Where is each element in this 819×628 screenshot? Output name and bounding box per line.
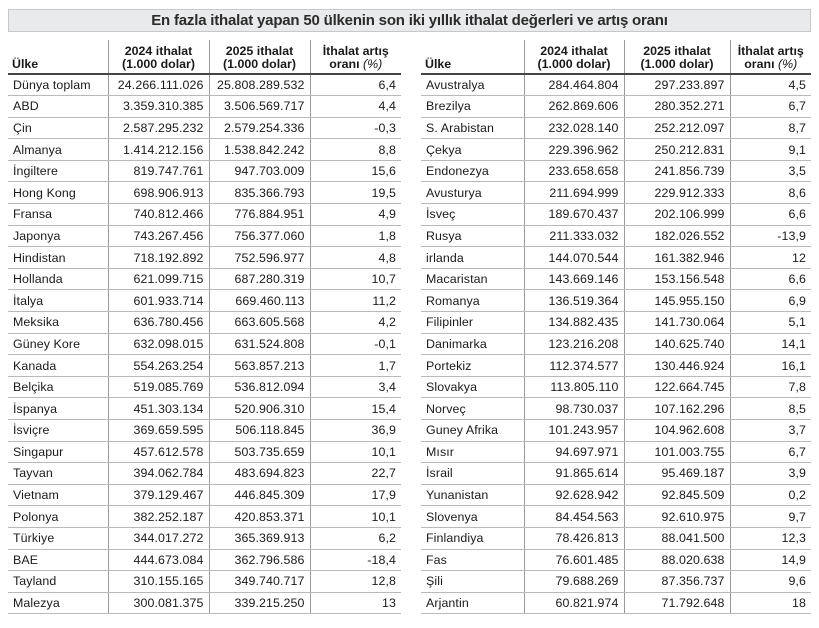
import-2024-cell: 98.730.037: [524, 398, 624, 420]
table-row: [421, 592, 811, 614]
import-2025-cell: 483.694.823: [209, 463, 310, 485]
import-2024-cell: 92.628.942: [524, 484, 624, 506]
table-row: [421, 355, 811, 377]
import-2024-cell: 112.374.577: [524, 355, 624, 377]
header-growth: [730, 40, 811, 74]
import-2024-cell: 819.747.761: [108, 160, 209, 182]
import-2025-cell: 947.703.009: [209, 160, 310, 182]
import-2025-cell: 669.460.113: [209, 290, 310, 312]
country-cell: Tayvan: [8, 463, 108, 485]
import-2024-cell: 284.464.804: [524, 74, 624, 96]
country-cell: Arjantin: [421, 592, 524, 614]
import-2024-cell: 79.688.269: [524, 571, 624, 593]
import-2025-cell: 663.605.568: [209, 312, 310, 334]
import-2025-cell: 140.625.740: [624, 333, 730, 355]
header-2025-line1: 2025 ithalat: [643, 44, 711, 58]
country-cell: Avusturya: [421, 182, 524, 204]
table-row: [421, 247, 811, 269]
import-2024-cell: 211.694.999: [524, 182, 624, 204]
growth-rate-cell: 5,1: [730, 312, 811, 334]
import-2025-cell: 88.020.638: [624, 549, 730, 571]
table-row: [8, 441, 401, 463]
growth-rate-cell: 3,9: [730, 463, 811, 485]
table-row: [8, 247, 401, 269]
header-2024-line1: 2024 ithalat: [540, 44, 608, 58]
header-growth: [310, 40, 401, 74]
header-2024: [108, 40, 209, 74]
header-growth-line1: İthalat artış: [737, 44, 804, 58]
import-2024-cell: 189.670.437: [524, 204, 624, 226]
table-row: [8, 463, 401, 485]
import-2024-cell: 136.519.364: [524, 290, 624, 312]
table-row: [421, 571, 811, 593]
table-row: [421, 268, 811, 290]
import-2024-cell: 601.933.714: [108, 290, 209, 312]
table-row: [421, 204, 811, 226]
country-cell: ABD: [8, 96, 108, 118]
growth-rate-cell: 9,1: [730, 139, 811, 161]
country-cell: Macaristan: [421, 268, 524, 290]
import-table-left: [8, 40, 401, 614]
country-cell: Almanya: [8, 139, 108, 161]
header-growth-line2: oranı: [329, 57, 360, 71]
import-2024-cell: 78.426.813: [524, 527, 624, 549]
country-cell: İsrail: [421, 463, 524, 485]
country-cell: Şili: [421, 571, 524, 593]
country-cell: Hong Kong: [8, 182, 108, 204]
header-2024: [524, 40, 624, 74]
growth-rate-cell: 9,7: [730, 506, 811, 528]
table-row: [8, 312, 401, 334]
growth-rate-cell: 6,7: [730, 441, 811, 463]
growth-rate-cell: 15,6: [310, 160, 401, 182]
table-row: [421, 139, 811, 161]
table-row: [8, 160, 401, 182]
import-2025-cell: 130.446.924: [624, 355, 730, 377]
import-2024-cell: 554.263.254: [108, 355, 209, 377]
growth-rate-cell: 6,2: [310, 527, 401, 549]
import-2025-cell: 446.845.309: [209, 484, 310, 506]
country-cell: Yunanistan: [421, 484, 524, 506]
import-2024-cell: 451.303.134: [108, 398, 209, 420]
import-2025-cell: 88.041.500: [624, 527, 730, 549]
table-row: [421, 74, 811, 96]
growth-rate-cell: 8,7: [730, 117, 811, 139]
import-2025-cell: 1.538.842.242: [209, 139, 310, 161]
table-row: [421, 398, 811, 420]
country-cell: Finlandiya: [421, 527, 524, 549]
growth-rate-cell: 1,8: [310, 225, 401, 247]
country-cell: Tayland: [8, 571, 108, 593]
country-cell: Mısır: [421, 441, 524, 463]
table-row: [8, 527, 401, 549]
import-2024-cell: 698.906.913: [108, 182, 209, 204]
import-2025-cell: 756.377.060: [209, 225, 310, 247]
country-cell: Endonezya: [421, 160, 524, 182]
import-2024-cell: 310.155.165: [108, 571, 209, 593]
table-row: [8, 204, 401, 226]
growth-rate-cell: 3,4: [310, 376, 401, 398]
import-2025-cell: 503.735.659: [209, 441, 310, 463]
growth-rate-cell: 19,5: [310, 182, 401, 204]
table-row: [421, 376, 811, 398]
growth-rate-cell: 6,6: [730, 204, 811, 226]
import-2024-cell: 84.454.563: [524, 506, 624, 528]
country-cell: Belçika: [8, 376, 108, 398]
import-2024-cell: 632.098.015: [108, 333, 209, 355]
import-2024-cell: 621.099.715: [108, 268, 209, 290]
import-2025-cell: 776.884.951: [209, 204, 310, 226]
import-2025-cell: 153.156.548: [624, 268, 730, 290]
import-2024-cell: 91.865.614: [524, 463, 624, 485]
country-cell: Malezya: [8, 592, 108, 614]
growth-rate-cell: 15,4: [310, 398, 401, 420]
import-2025-cell: 252.212.097: [624, 117, 730, 139]
import-2024-cell: 232.028.140: [524, 117, 624, 139]
country-cell: Çekya: [421, 139, 524, 161]
country-cell: Rusya: [421, 225, 524, 247]
header-2025-line2: (1.000 dolar): [640, 57, 714, 71]
table-row: [8, 549, 401, 571]
country-cell: Slovakya: [421, 376, 524, 398]
country-cell: Norveç: [421, 398, 524, 420]
country-cell: Güney Kore: [8, 333, 108, 355]
table-title: [8, 9, 811, 32]
import-2025-cell: 339.215.250: [209, 592, 310, 614]
table-row: [421, 441, 811, 463]
country-cell: İngiltere: [8, 160, 108, 182]
growth-rate-cell: 10,1: [310, 506, 401, 528]
country-cell: Vietnam: [8, 484, 108, 506]
country-cell: Singapur: [8, 441, 108, 463]
table-row: [421, 333, 811, 355]
import-2025-cell: 536.812.094: [209, 376, 310, 398]
table-row: [421, 549, 811, 571]
table-row: [421, 182, 811, 204]
growth-rate-cell: 22,7: [310, 463, 401, 485]
import-2025-cell: 752.596.977: [209, 247, 310, 269]
import-2025-cell: 229.912.333: [624, 182, 730, 204]
import-2024-cell: 101.243.957: [524, 420, 624, 442]
table-row: [8, 225, 401, 247]
import-2024-cell: 262.869.606: [524, 96, 624, 118]
country-cell: İsveç: [421, 204, 524, 226]
import-table-right: [421, 40, 811, 614]
import-2025-cell: 71.792.648: [624, 592, 730, 614]
country-cell: İtalya: [8, 290, 108, 312]
import-2025-cell: 95.469.187: [624, 463, 730, 485]
table-row: [421, 484, 811, 506]
header-2024-line2: (1.000 dolar): [122, 57, 195, 71]
import-2024-cell: 382.252.187: [108, 506, 209, 528]
growth-rate-cell: 6,9: [730, 290, 811, 312]
growth-rate-cell: 3,5: [730, 160, 811, 182]
table-body-right: [421, 74, 811, 614]
country-cell: Fas: [421, 549, 524, 571]
header-row: [421, 40, 811, 74]
growth-rate-cell: 18: [730, 592, 811, 614]
import-2025-cell: 101.003.755: [624, 441, 730, 463]
growth-rate-cell: 6,6: [730, 268, 811, 290]
table-row: [8, 96, 401, 118]
table-row: [421, 117, 811, 139]
table-row: [8, 376, 401, 398]
country-cell: Meksika: [8, 312, 108, 334]
header-row: [8, 40, 401, 74]
import-2024-cell: 636.780.456: [108, 312, 209, 334]
country-cell: Avustralya: [421, 74, 524, 96]
country-cell: Danimarka: [421, 333, 524, 355]
table-row: [8, 420, 401, 442]
import-2024-cell: 76.601.485: [524, 549, 624, 571]
table-row: [421, 420, 811, 442]
growth-rate-cell: 4,8: [310, 247, 401, 269]
import-2025-cell: 365.369.913: [209, 527, 310, 549]
import-2025-cell: 122.664.745: [624, 376, 730, 398]
import-2025-cell: 362.796.586: [209, 549, 310, 571]
header-2024-line2: (1.000 dolar): [537, 57, 611, 71]
country-cell: Brezilya: [421, 96, 524, 118]
import-2024-cell: 718.192.892: [108, 247, 209, 269]
import-2024-cell: 211.333.032: [524, 225, 624, 247]
import-2025-cell: 182.026.552: [624, 225, 730, 247]
import-2025-cell: 835.366.793: [209, 182, 310, 204]
country-cell: Fransa: [8, 204, 108, 226]
country-cell: Filipinler: [421, 312, 524, 334]
country-cell: İspanya: [8, 398, 108, 420]
import-2025-cell: 297.233.897: [624, 74, 730, 96]
import-2024-cell: 344.017.272: [108, 527, 209, 549]
header-growth-unit: (%): [777, 57, 798, 71]
table-row: [8, 571, 401, 593]
table-row: [421, 312, 811, 334]
import-2025-cell: 280.352.271: [624, 96, 730, 118]
country-cell: Hindistan: [8, 247, 108, 269]
growth-rate-cell: 12,3: [730, 527, 811, 549]
import-2024-cell: 60.821.974: [524, 592, 624, 614]
import-2024-cell: 2.587.295.232: [108, 117, 209, 139]
growth-rate-cell: 14,9: [730, 549, 811, 571]
growth-rate-cell: 7,8: [730, 376, 811, 398]
country-cell: Dünya toplam: [8, 74, 108, 96]
import-2025-cell: 161.382.946: [624, 247, 730, 269]
country-cell: Slovenya: [421, 506, 524, 528]
import-2024-cell: 233.658.658: [524, 160, 624, 182]
table-body-left: [8, 74, 401, 614]
import-2025-cell: 520.906.310: [209, 398, 310, 420]
growth-rate-cell: 14,1: [730, 333, 811, 355]
header-2025-line1: 2025 ithalat: [225, 44, 294, 58]
growth-rate-cell: 10,7: [310, 268, 401, 290]
import-2024-cell: 94.697.971: [524, 441, 624, 463]
country-cell: Çin: [8, 117, 108, 139]
growth-rate-cell: 4,2: [310, 312, 401, 334]
country-cell: Türkiye: [8, 527, 108, 549]
growth-rate-cell: 6,7: [730, 96, 811, 118]
header-2025: [624, 40, 730, 74]
import-2025-cell: 202.106.999: [624, 204, 730, 226]
import-2024-cell: 743.267.456: [108, 225, 209, 247]
table-row: [421, 96, 811, 118]
country-cell: irlanda: [421, 247, 524, 269]
import-2024-cell: 229.396.962: [524, 139, 624, 161]
header-growth-line1: İthalat artış: [322, 44, 389, 58]
table-row: [421, 527, 811, 549]
growth-rate-cell: 1,7: [310, 355, 401, 377]
table-row: [421, 463, 811, 485]
import-2025-cell: 2.579.254.336: [209, 117, 310, 139]
table-row: [421, 290, 811, 312]
growth-rate-cell: -18,4: [310, 549, 401, 571]
import-2025-cell: 87.356.737: [624, 571, 730, 593]
header-growth-line2: oranı: [744, 57, 775, 71]
import-2025-cell: 631.524.808: [209, 333, 310, 355]
growth-rate-cell: 4,9: [310, 204, 401, 226]
table-row: [8, 182, 401, 204]
growth-rate-cell: 12: [730, 247, 811, 269]
import-2024-cell: 134.882.435: [524, 312, 624, 334]
import-2024-cell: 143.669.146: [524, 268, 624, 290]
country-cell: İsviçre: [8, 420, 108, 442]
table-row: [8, 117, 401, 139]
import-2025-cell: 241.856.739: [624, 160, 730, 182]
growth-rate-cell: 9,6: [730, 571, 811, 593]
import-2025-cell: 420.853.371: [209, 506, 310, 528]
table-row: [8, 74, 401, 96]
import-2024-cell: 444.673.084: [108, 549, 209, 571]
header-2025: [209, 40, 310, 74]
import-2024-cell: 3.359.310.385: [108, 96, 209, 118]
country-cell: S. Arabistan: [421, 117, 524, 139]
import-2024-cell: 369.659.595: [108, 420, 209, 442]
country-cell: Japonya: [8, 225, 108, 247]
table-row: [421, 225, 811, 247]
header-2025-line2: (1.000 dolar): [223, 57, 296, 71]
import-2025-cell: 250.212.831: [624, 139, 730, 161]
import-2024-cell: 24.266.111.026: [108, 74, 209, 96]
country-cell: Romanya: [421, 290, 524, 312]
growth-rate-cell: 4,5: [730, 74, 811, 96]
table-row: [8, 592, 401, 614]
growth-rate-cell: 10,1: [310, 441, 401, 463]
table-row: [8, 333, 401, 355]
table-row: [8, 139, 401, 161]
country-cell: BAE: [8, 549, 108, 571]
growth-rate-cell: 8,6: [730, 182, 811, 204]
import-2025-cell: 92.610.975: [624, 506, 730, 528]
import-2025-cell: 92.845.509: [624, 484, 730, 506]
growth-rate-cell: 13: [310, 592, 401, 614]
import-2025-cell: 25.808.289.532: [209, 74, 310, 96]
import-2024-cell: 740.812.466: [108, 204, 209, 226]
growth-rate-cell: 16,1: [730, 355, 811, 377]
growth-rate-cell: 3,7: [730, 420, 811, 442]
growth-rate-cell: 0,2: [730, 484, 811, 506]
import-2025-cell: 563.857.213: [209, 355, 310, 377]
import-2025-cell: 3.506.569.717: [209, 96, 310, 118]
country-cell: Kanada: [8, 355, 108, 377]
import-2025-cell: 687.280.319: [209, 268, 310, 290]
import-2024-cell: 519.085.769: [108, 376, 209, 398]
import-2024-cell: 379.129.467: [108, 484, 209, 506]
growth-rate-cell: 36,9: [310, 420, 401, 442]
growth-rate-cell: -0,1: [310, 333, 401, 355]
import-2024-cell: 394.062.784: [108, 463, 209, 485]
import-2025-cell: 107.162.296: [624, 398, 730, 420]
header-country: Ülke: [421, 40, 524, 74]
import-2024-cell: 144.070.544: [524, 247, 624, 269]
import-2024-cell: 1.414.212.156: [108, 139, 209, 161]
import-2024-cell: 300.081.375: [108, 592, 209, 614]
table-row: [8, 506, 401, 528]
import-2025-cell: 145.955.150: [624, 290, 730, 312]
header-2024-line1: 2024 ithalat: [124, 44, 193, 58]
header-country: Ülke: [8, 40, 108, 74]
country-cell: Portekiz: [421, 355, 524, 377]
import-2024-cell: 123.216.208: [524, 333, 624, 355]
growth-rate-cell: 11,2: [310, 290, 401, 312]
country-cell: Hollanda: [8, 268, 108, 290]
growth-rate-cell: -13,9: [730, 225, 811, 247]
import-2025-cell: 104.962.608: [624, 420, 730, 442]
table-row: [8, 268, 401, 290]
header-growth-unit: (%): [362, 57, 383, 71]
import-2024-cell: 457.612.578: [108, 441, 209, 463]
import-2025-cell: 141.730.064: [624, 312, 730, 334]
growth-rate-cell: -0,3: [310, 117, 401, 139]
country-cell: Guney Afrika: [421, 420, 524, 442]
table-row: [421, 160, 811, 182]
table-row: [8, 398, 401, 420]
import-2025-cell: 506.118.845: [209, 420, 310, 442]
table-row: [8, 290, 401, 312]
table-row: [8, 355, 401, 377]
growth-rate-cell: 4,4: [310, 96, 401, 118]
table-row: [421, 506, 811, 528]
growth-rate-cell: 12,8: [310, 571, 401, 593]
import-2024-cell: 113.805.110: [524, 376, 624, 398]
table-title-text: En fazla ithalat yapan 50 ülkenin son iki yıllık ithalat değerleri ve artış oranı: [151, 12, 668, 29]
growth-rate-cell: 6,4: [310, 74, 401, 96]
growth-rate-cell: 8,8: [310, 139, 401, 161]
growth-rate-cell: 8,5: [730, 398, 811, 420]
country-cell: Polonya: [8, 506, 108, 528]
table-row: [8, 484, 401, 506]
import-2025-cell: 349.740.717: [209, 571, 310, 593]
growth-rate-cell: 17,9: [310, 484, 401, 506]
